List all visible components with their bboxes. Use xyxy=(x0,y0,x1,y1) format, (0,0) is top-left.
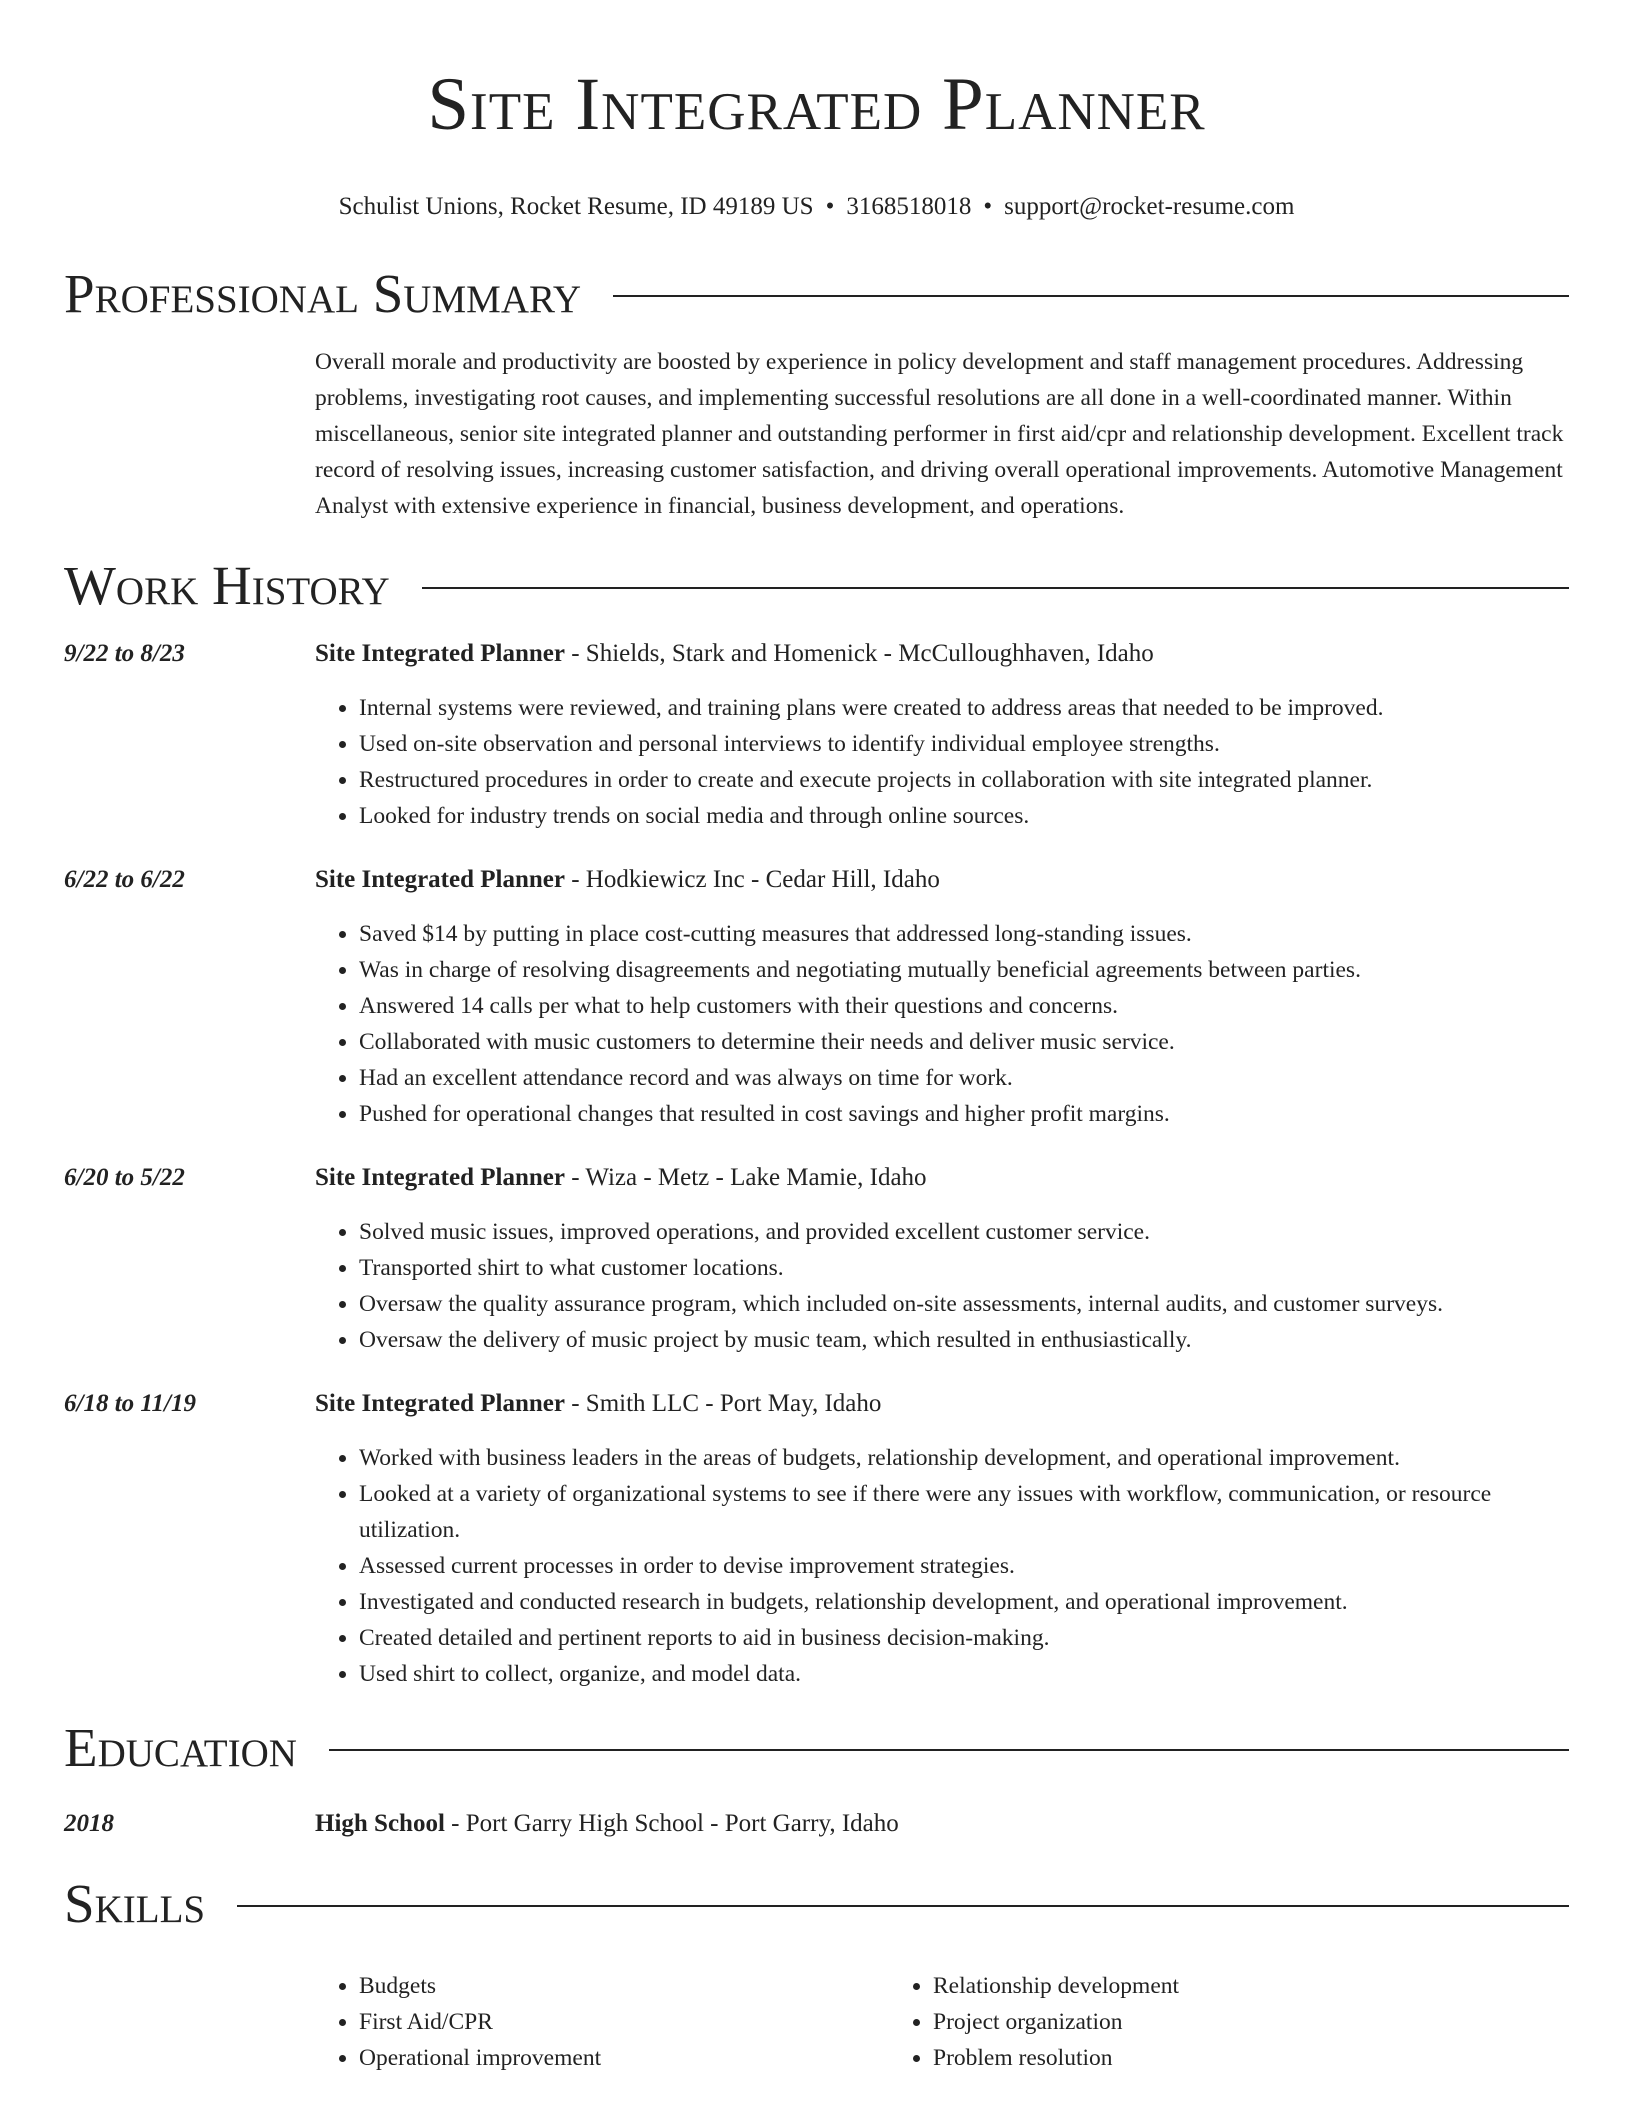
job-bullets xyxy=(315,1440,1569,1692)
job-role: Site Integrated Planner xyxy=(315,640,565,667)
skills-list-left xyxy=(315,1968,889,2076)
list-item: • Oversaw the delivery of music project by music team, which resulted in enthusiastically. xyxy=(359,1322,1569,1358)
list-item: • Used shirt to collect, organize, and model data. xyxy=(359,1656,1569,1692)
job-entry xyxy=(64,636,1569,834)
job-dates: 6/22 to 6/22 xyxy=(64,866,185,893)
contact-separator: • xyxy=(983,193,993,220)
job-details: - Hodkiewicz Inc - Cedar Hill, Idaho xyxy=(564,866,940,893)
section-divider xyxy=(329,1749,1569,1751)
skill-item: • Budgets xyxy=(359,1968,889,2004)
list-item: • Collaborated with music customers to determine their needs and deliver music service. xyxy=(359,1024,1569,1060)
skill-item: • Operational improvement xyxy=(359,2040,889,2076)
education-degree: High School xyxy=(315,1810,445,1837)
contact-address: Schulist Unions, Rocket Resume, ID 49189 US xyxy=(338,193,814,220)
skills-section-title: Skills xyxy=(64,1873,206,1934)
job-title-line xyxy=(315,1160,1569,1196)
education-section-title: Education xyxy=(64,1717,297,1778)
job-entry xyxy=(64,1160,1569,1358)
skills-section-header xyxy=(64,1872,1569,1936)
section-divider xyxy=(237,1905,1569,1907)
summary-body xyxy=(315,344,1569,524)
job-title-line xyxy=(315,636,1569,672)
job-details: - Smith LLC - Port May, Idaho xyxy=(564,1390,882,1417)
list-item: • Restructured procedures in order to create and execute projects in collaboration with site integrated planner. xyxy=(359,762,1569,798)
job-bullets xyxy=(315,916,1569,1132)
education-entry xyxy=(64,1806,1569,1842)
skills-row xyxy=(64,1968,1569,2076)
skills-list-right xyxy=(889,1968,1463,2076)
job-details: - Shields, Stark and Homenick - McCulloughhaven, Idaho xyxy=(564,640,1154,667)
list-item: • Was in charge of resolving disagreements and negotiating mutually beneficial agreements between parties. xyxy=(359,952,1569,988)
contact-line xyxy=(64,192,1569,222)
summary-row xyxy=(64,344,1569,524)
list-item: • Investigated and conducted research in budgets, relationship development, and operational improvement. xyxy=(359,1584,1569,1620)
summary-section-header xyxy=(64,262,1569,326)
skills-grid xyxy=(315,1968,1569,2076)
job-body xyxy=(315,1386,1569,1692)
job-role: Site Integrated Planner xyxy=(315,1390,565,1417)
summary-section-title: Professional Summary xyxy=(64,263,582,324)
section-divider xyxy=(422,587,1569,589)
education-line xyxy=(315,1806,1569,1842)
section-divider xyxy=(613,295,1569,297)
skill-item: • First Aid/CPR xyxy=(359,2004,889,2040)
list-item: • Worked with business leaders in the areas of budgets, relationship development, and operational improvement. xyxy=(359,1440,1569,1476)
summary-text: Overall morale and productivity are boosted by experience in policy development and staff management procedures. Addressing problems, investigating root causes, and implementing successful resolutions are all done in a well-coordinated manner. Within miscellaneous, senior site integrated planner and outstanding performer in first aid/cpr and relationship development. Excellent track record of resolving issues, increasing customer satisfaction, and driving overall operational improvements. Automotive Management Analyst with extensive experience in financial, business development, and operations. xyxy=(315,349,1564,519)
job-entry xyxy=(64,1386,1569,1692)
job-dates: 6/18 to 11/19 xyxy=(64,1390,196,1417)
list-item: • Created detailed and pertinent reports to aid in business decision-making. xyxy=(359,1620,1569,1656)
job-role: Site Integrated Planner xyxy=(315,866,565,893)
skill-item: • Problem resolution xyxy=(933,2040,1463,2076)
list-item: • Internal systems were reviewed, and training plans were created to address areas that needed to be improved. xyxy=(359,690,1569,726)
skill-item: • Project organization xyxy=(933,2004,1463,2040)
work-section-title: Work History xyxy=(64,555,390,616)
list-item: • Had an excellent attendance record and was always on time for work. xyxy=(359,1060,1569,1096)
list-item: • Oversaw the quality assurance program, which included on-site assessments, internal audits, and customer surveys. xyxy=(359,1286,1569,1322)
job-dates: 6/20 to 5/22 xyxy=(64,1164,185,1191)
job-bullets xyxy=(315,690,1569,834)
job-body xyxy=(315,1160,1569,1358)
summary-spacer xyxy=(64,344,315,524)
list-item: • Pushed for operational changes that resulted in cost savings and higher profit margins. xyxy=(359,1096,1569,1132)
skill-item: • Relationship development xyxy=(933,1968,1463,2004)
list-item: • Answered 14 calls per what to help customers with their questions and concerns. xyxy=(359,988,1569,1024)
job-body xyxy=(315,636,1569,834)
job-bullets xyxy=(315,1214,1569,1358)
education-year: 2018 xyxy=(64,1810,114,1837)
contact-phone: 3168518018 xyxy=(846,193,972,220)
job-entry xyxy=(64,862,1569,1132)
education-details: - Port Garry High School - Port Garry, Idaho xyxy=(444,1810,899,1837)
list-item: • Solved music issues, improved operations, and provided excellent customer service. xyxy=(359,1214,1569,1250)
skills-spacer xyxy=(64,1968,315,2076)
list-item: • Transported shirt to what customer locations. xyxy=(359,1250,1569,1286)
job-body xyxy=(315,862,1569,1132)
resume-name: Site Integrated Planner xyxy=(427,63,1206,146)
job-title-line xyxy=(315,862,1569,898)
job-dates: 9/22 to 8/23 xyxy=(64,640,185,667)
contact-email: support@rocket-resume.com xyxy=(1004,193,1295,220)
job-role: Site Integrated Planner xyxy=(315,1164,565,1191)
work-section-header xyxy=(64,554,1569,618)
education-section-header xyxy=(64,1716,1569,1780)
list-item: • Used on-site observation and personal interviews to identify individual employee strengths. xyxy=(359,726,1569,762)
contact-separator: • xyxy=(825,193,835,220)
list-item: • Assessed current processes in order to devise improvement strategies. xyxy=(359,1548,1569,1584)
list-item: • Saved $14 by putting in place cost-cutting measures that addressed long-standing issues. xyxy=(359,916,1569,952)
list-item: • Looked for industry trends on social media and through online sources. xyxy=(359,798,1569,834)
list-item: • Looked at a variety of organizational systems to see if there were any issues with workflow, communication, or resource utilization. xyxy=(359,1476,1569,1548)
education-body xyxy=(315,1806,1569,1842)
job-title-line xyxy=(315,1386,1569,1422)
job-details: - Wiza - Metz - Lake Mamie, Idaho xyxy=(564,1164,927,1191)
